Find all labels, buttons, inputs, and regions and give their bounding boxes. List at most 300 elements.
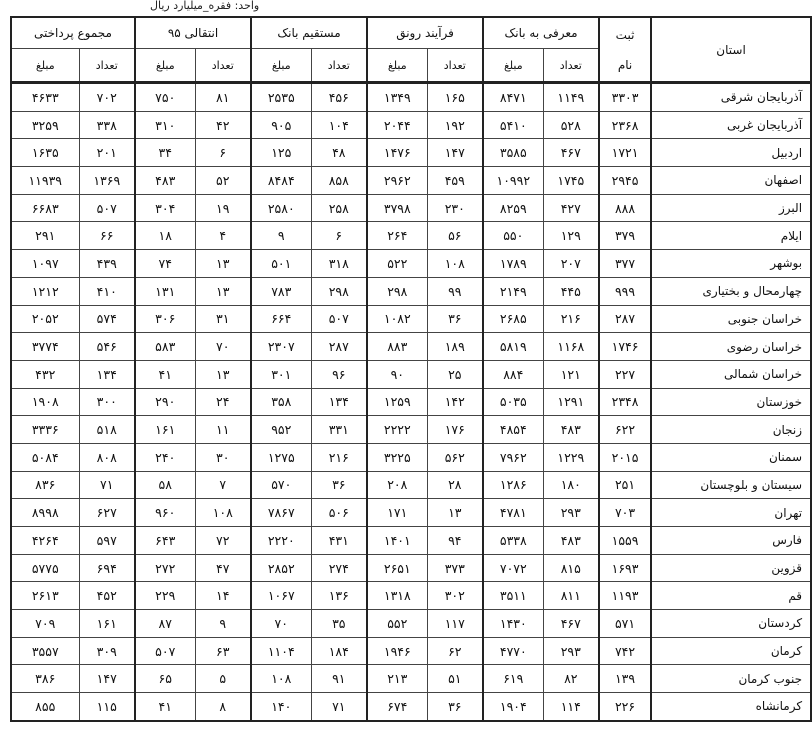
group-header-ronagh-process: فرآیند رونق: [367, 17, 483, 49]
count-cell: ۱۹: [195, 194, 251, 222]
count-cell: ۲۵۸: [311, 194, 367, 222]
amount-cell: ۳۳۳۶: [11, 416, 79, 444]
count-cell: ۵۱۸: [79, 416, 135, 444]
table-row: [11, 250, 811, 278]
amount-cell: ۳۵۱۱: [483, 582, 543, 610]
registered-cell: ۲۰۱۵: [599, 443, 651, 471]
amount-cell: ۱۳۱۸: [367, 582, 427, 610]
amount-cell: ۱۷۱: [367, 499, 427, 527]
count-cell: ۴۳۱: [311, 527, 367, 555]
amount-cell: ۲۷۲: [135, 554, 195, 582]
province-cell: خراسان شمالی: [651, 360, 811, 388]
registered-cell: ۳۷۷: [599, 250, 651, 278]
count-cell: ۱۳۶۹: [79, 167, 135, 195]
count-cell: ۳۵: [311, 610, 367, 638]
count-cell: ۴۵۲: [79, 582, 135, 610]
amount-cell: ۸۳۶: [11, 471, 79, 499]
table-row: [11, 665, 811, 693]
count-cell: ۴۵۹: [427, 167, 483, 195]
amount-cell: ۱۷۸۹: [483, 250, 543, 278]
registered-cell: ۸۸۸: [599, 194, 651, 222]
amount-cell: ۱۰۹۹۲: [483, 167, 543, 195]
count-cell: ۱۲۹۱: [543, 388, 599, 416]
count-cell: ۱۶۱: [79, 610, 135, 638]
amount-cell: ۴۳۲: [11, 360, 79, 388]
registered-cell: ۲۸۷: [599, 305, 651, 333]
count-cell: ۱۸۰: [543, 471, 599, 499]
amount-cell: ۹۵۲: [251, 416, 311, 444]
province-cell: تهران: [651, 499, 811, 527]
count-cell: ۵۴۶: [79, 333, 135, 361]
registered-cell: ۷۰۳: [599, 499, 651, 527]
count-cell: ۷: [195, 471, 251, 499]
amount-cell: ۲۰۸: [367, 471, 427, 499]
count-cell: ۴۶۷: [543, 610, 599, 638]
amount-cell: ۸۴۷۱: [483, 83, 543, 112]
province-cell: ایلام: [651, 222, 811, 250]
province-cell: اردبیل: [651, 139, 811, 167]
sub-header-amount: مبلغ: [483, 49, 543, 83]
unit-note: واحد: فقره_میلیارد ریال: [150, 0, 260, 12]
count-cell: ۲۸۷: [311, 333, 367, 361]
count-cell: ۳۳۱: [311, 416, 367, 444]
count-cell: ۴۶۷: [543, 139, 599, 167]
amount-cell: ۲۶۴: [367, 222, 427, 250]
count-cell: ۴۴۵: [543, 277, 599, 305]
count-cell: ۴۱۰: [79, 277, 135, 305]
registered-cell: ۱۳۹: [599, 665, 651, 693]
amount-cell: ۴۱: [135, 360, 195, 388]
table-row: [11, 610, 811, 638]
amount-cell: ۹: [251, 222, 311, 250]
count-cell: ۴۸۳: [543, 527, 599, 555]
registered-cell: ۲۲۷: [599, 360, 651, 388]
amount-cell: ۵۳۳۸: [483, 527, 543, 555]
count-cell: ۱۱۵: [79, 693, 135, 721]
count-cell: ۵۲۸: [543, 111, 599, 139]
registered-cell: ۵۷۱: [599, 610, 651, 638]
table-row: [11, 83, 811, 112]
table-row: [11, 527, 811, 555]
sub-header-amount: مبلغ: [11, 49, 79, 83]
amount-cell: ۲۵۳۵: [251, 83, 311, 112]
amount-cell: ۱۶۱: [135, 416, 195, 444]
group-header-direct-bank: مستقیم بانک: [251, 17, 367, 49]
count-cell: ۴۷: [195, 554, 251, 582]
registered-header: [599, 17, 651, 83]
province-header: استان: [651, 17, 811, 83]
count-cell: ۷۱: [311, 693, 367, 721]
amount-cell: ۳۱۰: [135, 111, 195, 139]
count-cell: ۹۶: [311, 360, 367, 388]
amount-cell: ۱۴۰: [251, 693, 311, 721]
count-cell: ۴۸: [311, 139, 367, 167]
count-cell: ۳۱۸: [311, 250, 367, 278]
table-row: [11, 111, 811, 139]
count-cell: ۲۸: [427, 471, 483, 499]
amount-cell: ۶۶۸۳: [11, 194, 79, 222]
amount-cell: ۲۴۰: [135, 443, 195, 471]
amount-cell: ۵۸: [135, 471, 195, 499]
amount-cell: ۹۰: [367, 360, 427, 388]
count-cell: ۲۹۳: [543, 499, 599, 527]
count-cell: ۳۰۲: [427, 582, 483, 610]
amount-cell: ۷۰۹: [11, 610, 79, 638]
table-row: [11, 333, 811, 361]
count-cell: ۲۱۶: [311, 443, 367, 471]
amount-cell: ۱۲۸۶: [483, 471, 543, 499]
province-cell: جنوب کرمان: [651, 665, 811, 693]
count-cell: ۵۲: [195, 167, 251, 195]
amount-cell: ۱۰۹۷: [11, 250, 79, 278]
amount-cell: ۷۹۶۲: [483, 443, 543, 471]
amount-cell: ۲۶۵۱: [367, 554, 427, 582]
amount-cell: ۵۵۲: [367, 610, 427, 638]
count-cell: ۵۹۷: [79, 527, 135, 555]
amount-cell: ۷۸۳: [251, 277, 311, 305]
amount-cell: ۴۲۶۴: [11, 527, 79, 555]
count-cell: ۷۲: [195, 527, 251, 555]
count-cell: ۳۰۹: [79, 637, 135, 665]
count-cell: ۵۶: [427, 222, 483, 250]
table-row: [11, 582, 811, 610]
amount-cell: ۲۱۳: [367, 665, 427, 693]
amount-cell: ۲۲۹: [135, 582, 195, 610]
amount-cell: ۱۹۰۸: [11, 388, 79, 416]
amount-cell: ۷۰: [251, 610, 311, 638]
count-cell: ۱۱۴: [543, 693, 599, 721]
count-cell: ۶۳: [195, 637, 251, 665]
amount-cell: ۵۷۷۵: [11, 554, 79, 582]
count-cell: ۲۰۱: [79, 139, 135, 167]
count-cell: ۵۱: [427, 665, 483, 693]
count-cell: ۱۰۸: [195, 499, 251, 527]
amount-cell: ۵۵۰: [483, 222, 543, 250]
amount-cell: ۲۲۲۰: [251, 527, 311, 555]
count-cell: ۴۳۹: [79, 250, 135, 278]
amount-cell: ۳۵۸: [251, 388, 311, 416]
table-row: [11, 443, 811, 471]
count-cell: ۹۴: [427, 527, 483, 555]
table-row: [11, 360, 811, 388]
province-cell: خوزستان: [651, 388, 811, 416]
sub-header-count: تعداد: [543, 49, 599, 83]
count-cell: ۱۴۷: [79, 665, 135, 693]
registered-cell: ۹۹۹: [599, 277, 651, 305]
province-cell: آذربایجان شرقی: [651, 83, 811, 112]
count-cell: ۲۹۳: [543, 637, 599, 665]
count-cell: ۶: [195, 139, 251, 167]
count-cell: ۴۲۷: [543, 194, 599, 222]
count-cell: ۳۶: [427, 693, 483, 721]
amount-cell: ۲۶۸۵: [483, 305, 543, 333]
amount-cell: ۳۷۹۸: [367, 194, 427, 222]
amount-cell: ۶۴۳: [135, 527, 195, 555]
count-cell: ۴: [195, 222, 251, 250]
amount-cell: ۴۷۸۱: [483, 499, 543, 527]
province-cell: سمنان: [651, 443, 811, 471]
count-cell: ۱۷۴۵: [543, 167, 599, 195]
count-cell: ۱۳۴: [79, 360, 135, 388]
count-cell: ۳۶: [311, 471, 367, 499]
count-cell: ۸۱: [195, 83, 251, 112]
table-row: [11, 388, 811, 416]
table-row: [11, 693, 811, 721]
count-cell: ۹۱: [311, 665, 367, 693]
count-cell: ۸۰۸: [79, 443, 135, 471]
table-row: [11, 416, 811, 444]
amount-cell: ۱۴۳۰: [483, 610, 543, 638]
registered-cell: ۲۹۴۵: [599, 167, 651, 195]
count-cell: ۱۸۴: [311, 637, 367, 665]
sub-header-count: تعداد: [427, 49, 483, 83]
sub-header-count: تعداد: [79, 49, 135, 83]
count-cell: ۵: [195, 665, 251, 693]
amount-cell: ۸۸۴: [483, 360, 543, 388]
province-cell: کرمان: [651, 637, 811, 665]
amount-cell: ۸۹۹۸: [11, 499, 79, 527]
province-cell: بوشهر: [651, 250, 811, 278]
table-row: [11, 471, 811, 499]
amount-cell: ۶۶۴: [251, 305, 311, 333]
count-cell: ۶۹۴: [79, 554, 135, 582]
registered-cell: ۳۳۰۳: [599, 83, 651, 112]
province-cell: البرز: [651, 194, 811, 222]
registered-header-bottom: نام: [617, 57, 633, 72]
registered-cell: ۱۵۵۹: [599, 527, 651, 555]
table-row: [11, 222, 811, 250]
amount-cell: ۴۶۳۳: [11, 83, 79, 112]
count-cell: ۱۲۱: [543, 360, 599, 388]
count-cell: ۶۲: [427, 637, 483, 665]
count-cell: ۲۵: [427, 360, 483, 388]
count-cell: ۱۰۸: [427, 250, 483, 278]
amount-cell: ۲۹۶۲: [367, 167, 427, 195]
amount-cell: ۴۷۷۰: [483, 637, 543, 665]
table-row: [11, 277, 811, 305]
province-cell: اصفهان: [651, 167, 811, 195]
amount-cell: ۲۲۲۲: [367, 416, 427, 444]
amount-cell: ۸۷: [135, 610, 195, 638]
amount-cell: ۱۳۱: [135, 277, 195, 305]
province-cell: کردستان: [651, 610, 811, 638]
count-cell: ۱۱: [195, 416, 251, 444]
amount-cell: ۲۰۵۲: [11, 305, 79, 333]
table-row: [11, 637, 811, 665]
amount-cell: ۱۰۸۲: [367, 305, 427, 333]
group-header-bank-referral: معرفی به بانک: [483, 17, 599, 49]
table-row: [11, 305, 811, 333]
count-cell: ۱۳۴: [311, 388, 367, 416]
count-cell: ۶۲۷: [79, 499, 135, 527]
table-row: [11, 139, 811, 167]
province-cell: خراسان رضوی: [651, 333, 811, 361]
count-cell: ۱۷۶: [427, 416, 483, 444]
count-cell: ۱۲۹: [543, 222, 599, 250]
amount-cell: ۱۰۶۷: [251, 582, 311, 610]
amount-cell: ۴۸۳: [135, 167, 195, 195]
amount-cell: ۱۲۵: [251, 139, 311, 167]
amount-cell: ۸۴۸۴: [251, 167, 311, 195]
registered-cell: ۱۱۹۳: [599, 582, 651, 610]
province-loan-table: [10, 16, 812, 722]
amount-cell: ۳۷۷۴: [11, 333, 79, 361]
amount-cell: ۳۴: [135, 139, 195, 167]
amount-cell: ۲۹۸: [367, 277, 427, 305]
amount-cell: ۵۰۸۴: [11, 443, 79, 471]
amount-cell: ۲۹۱: [11, 222, 79, 250]
amount-cell: ۵۸۱۹: [483, 333, 543, 361]
group-header-transfer-95: انتقالی ۹۵: [135, 17, 251, 49]
amount-cell: ۳۲۵۹: [11, 111, 79, 139]
amount-cell: ۱۸: [135, 222, 195, 250]
count-cell: ۵۰۶: [311, 499, 367, 527]
count-cell: ۲۷۴: [311, 554, 367, 582]
amount-cell: ۱۶۳۵: [11, 139, 79, 167]
count-cell: ۸۱۱: [543, 582, 599, 610]
count-cell: ۱۰۴: [311, 111, 367, 139]
amount-cell: ۲۱۴۹: [483, 277, 543, 305]
amount-cell: ۴۸۵۴: [483, 416, 543, 444]
count-cell: ۱۱۷: [427, 610, 483, 638]
amount-cell: ۵۰۱: [251, 250, 311, 278]
amount-cell: ۱۰۸: [251, 665, 311, 693]
count-cell: ۴۲: [195, 111, 251, 139]
sub-header-count: تعداد: [195, 49, 251, 83]
count-cell: ۸: [195, 693, 251, 721]
table-row: [11, 499, 811, 527]
count-cell: ۷۰۲: [79, 83, 135, 112]
registered-cell: ۲۳۴۸: [599, 388, 651, 416]
amount-cell: ۳۰۶: [135, 305, 195, 333]
registered-cell: ۶۲۲: [599, 416, 651, 444]
count-cell: ۷۰: [195, 333, 251, 361]
province-cell: چهارمحال و بختیاری: [651, 277, 811, 305]
count-cell: ۴۸۳: [543, 416, 599, 444]
count-cell: ۳۶: [427, 305, 483, 333]
amount-cell: ۲۹۰: [135, 388, 195, 416]
table-row: [11, 194, 811, 222]
amount-cell: ۵۷۰: [251, 471, 311, 499]
table-body: [11, 83, 811, 721]
province-cell: کرمانشاه: [651, 693, 811, 721]
count-cell: ۸۵۸: [311, 167, 367, 195]
amount-cell: ۵۰۷: [135, 637, 195, 665]
group-header-total-paid: مجموع پرداختی: [11, 17, 135, 49]
count-cell: ۷۱: [79, 471, 135, 499]
count-cell: ۱۴۲: [427, 388, 483, 416]
amount-cell: ۵۴۱۰: [483, 111, 543, 139]
count-cell: ۱۳: [427, 499, 483, 527]
count-cell: ۱۴: [195, 582, 251, 610]
amount-cell: ۸۸۳: [367, 333, 427, 361]
amount-cell: ۳۵۸۵: [483, 139, 543, 167]
count-cell: ۱۱۶۸: [543, 333, 599, 361]
amount-cell: ۱۹۴۶: [367, 637, 427, 665]
amount-cell: ۹۰۵: [251, 111, 311, 139]
count-cell: ۳۰۰: [79, 388, 135, 416]
amount-cell: ۲۸۵۲: [251, 554, 311, 582]
count-cell: ۱۱۴۹: [543, 83, 599, 112]
registered-cell: ۱۷۴۶: [599, 333, 651, 361]
count-cell: ۵۷۴: [79, 305, 135, 333]
count-cell: ۲۱۶: [543, 305, 599, 333]
registered-header-top: ثبت: [615, 27, 635, 42]
count-cell: ۵۰۷: [311, 305, 367, 333]
count-cell: ۲۴: [195, 388, 251, 416]
count-cell: ۱۳۶: [311, 582, 367, 610]
amount-cell: ۱۲۷۵: [251, 443, 311, 471]
amount-cell: ۹۶۰: [135, 499, 195, 527]
table-row: [11, 167, 811, 195]
count-cell: ۵۰۷: [79, 194, 135, 222]
amount-cell: ۲۰۴۴: [367, 111, 427, 139]
count-cell: ۱۸۹: [427, 333, 483, 361]
count-cell: ۱۲۲۹: [543, 443, 599, 471]
amount-cell: ۷۵۰: [135, 83, 195, 112]
amount-cell: ۳۵۵۷: [11, 637, 79, 665]
amount-cell: ۱۴۰۱: [367, 527, 427, 555]
count-cell: ۱۳: [195, 360, 251, 388]
amount-cell: ۳۸۶: [11, 665, 79, 693]
sub-header-amount: مبلغ: [251, 49, 311, 83]
amount-cell: ۱۹۰۴: [483, 693, 543, 721]
sub-header-count: تعداد: [311, 49, 367, 83]
count-cell: ۱۴۷: [427, 139, 483, 167]
count-cell: ۶۶: [79, 222, 135, 250]
count-cell: ۸۱۵: [543, 554, 599, 582]
amount-cell: ۷۴: [135, 250, 195, 278]
count-cell: ۱۹۲: [427, 111, 483, 139]
amount-cell: ۳۲۲۵: [367, 443, 427, 471]
amount-cell: ۶۷۴: [367, 693, 427, 721]
amount-cell: ۷۰۷۲: [483, 554, 543, 582]
registered-cell: ۱۷۲۱: [599, 139, 651, 167]
count-cell: ۵۶۲: [427, 443, 483, 471]
amount-cell: ۲۳۰۷: [251, 333, 311, 361]
sub-header-amount: مبلغ: [135, 49, 195, 83]
province-cell: زنجان: [651, 416, 811, 444]
count-cell: ۱۳: [195, 250, 251, 278]
table-row: [11, 554, 811, 582]
registered-cell: ۳۷۹: [599, 222, 651, 250]
count-cell: ۲۹۸: [311, 277, 367, 305]
amount-cell: ۶۵: [135, 665, 195, 693]
count-cell: ۹۹: [427, 277, 483, 305]
registered-cell: ۱۶۹۳: [599, 554, 651, 582]
amount-cell: ۷۸۶۷: [251, 499, 311, 527]
amount-cell: ۱۱۹۳۹: [11, 167, 79, 195]
amount-cell: ۲۵۸۰: [251, 194, 311, 222]
count-cell: ۳۷۳: [427, 554, 483, 582]
amount-cell: ۱۲۱۲: [11, 277, 79, 305]
amount-cell: ۱۳۴۹: [367, 83, 427, 112]
amount-cell: ۵۸۳: [135, 333, 195, 361]
amount-cell: ۳۰۱: [251, 360, 311, 388]
sub-header-amount: مبلغ: [367, 49, 427, 83]
count-cell: ۴۵۶: [311, 83, 367, 112]
amount-cell: ۸۲۵۹: [483, 194, 543, 222]
registered-cell: ۲۵۱: [599, 471, 651, 499]
province-cell: قزوین: [651, 554, 811, 582]
count-cell: ۶: [311, 222, 367, 250]
registered-cell: ۷۴۲: [599, 637, 651, 665]
count-cell: ۱۶۵: [427, 83, 483, 112]
amount-cell: ۲۶۱۳: [11, 582, 79, 610]
amount-cell: ۵۲۲: [367, 250, 427, 278]
count-cell: ۳۳۸: [79, 111, 135, 139]
province-cell: سیستان و بلوچستان: [651, 471, 811, 499]
